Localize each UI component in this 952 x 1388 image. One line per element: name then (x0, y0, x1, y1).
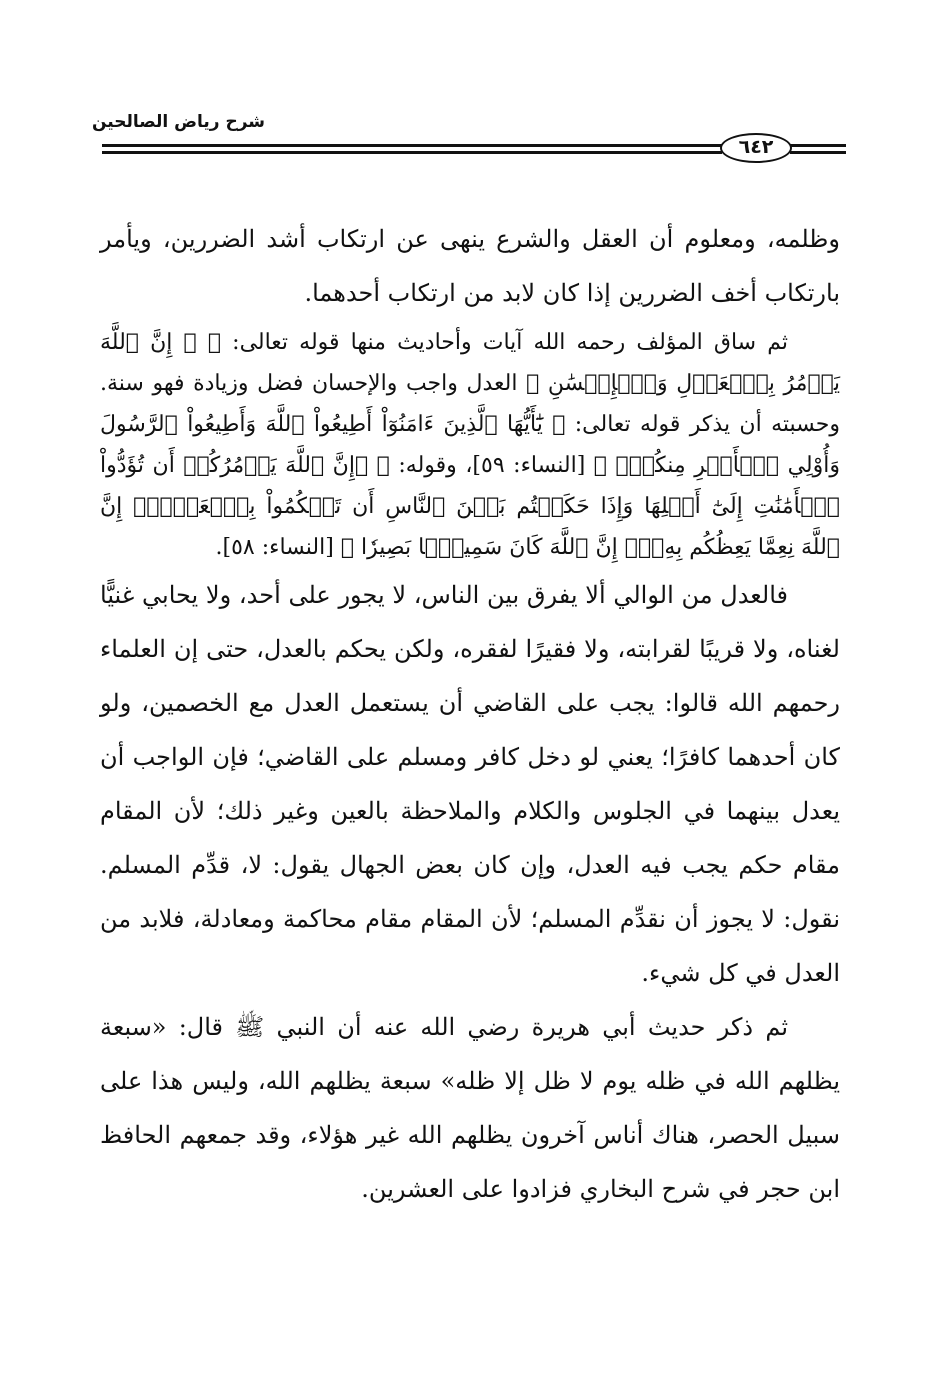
paragraph-3: فالعدل من الوالي ألا يفرق بين الناس، لا يجور على أحد، ولا يحابي غنيًّا لغناه، ولا قريبًا لقرابته، ولا فقيرًا لفقره، ولكن يحكم بالعدل، حتى إن العلماء رحمهم الله قالوا: يجب على القاضي أن يستعمل العدل مع الخصمين، ولو كان أحدهما كافرًا؛ يعني لو دخل كافر ومسلم على القاضي؛ فإن الواجب أن يعدل بينهما في الجلوس والكلام والملاحظة بالعين وغير ذلك؛ لأن المقام مقام حكم يجب فيه العدل، وإن كان بعض الجهال يقول: لا، قدِّم المسلم. نقول: لا يجوز أن نقدِّم المسلم؛ لأن المقام مقام محاكمة ومعادلة، فلابد من العدل في كل شيء. (100, 581, 840, 987)
header-rule-top (102, 144, 722, 147)
paragraph-1: وظلمه، ومعلوم أن العقل والشرع ينهى عن ارتكاب أشد الضررين، ويأمر بارتكاب أخف الضررين إذا كان لابد من ارتكاب أحدهما. (100, 225, 840, 307)
header-rule-bottom (102, 151, 722, 154)
page-number: ٦٤٢ (720, 133, 792, 163)
body-text (100, 212, 840, 1220)
header-rule-right-bottom (790, 151, 846, 154)
header-rule-right-top (790, 144, 846, 147)
paragraph-2: ثم ساق المؤلف رحمه الله آيات وأحاديث منها قوله تعالى: ﴿ ۞ إِنَّ ٱللَّهَ يَأۡمُرُ بِٱلۡعَدۡلِ وَٱلۡإِحۡسَٰنِ ﴾ العدل واجب والإحسان فضل وزيادة فهو سنة. وحسبته أن يذكر قوله تعالى: ﴿ يَٰٓأَيُّهَا ٱلَّذِينَ ءَامَنُوٓاْ أَطِيعُواْ ٱللَّهَ وَأَطِيعُواْ ٱلرَّسُولَ وَأُوْلِي ٱلۡأَمۡرِ مِنكُمۡۖ ﴾ [النساء: ٥٩]، وقوله: ﴿ ۞إِنَّ ٱللَّهَ يَأۡمُرُكُمۡ أَن تُؤَدُّواْ ٱلۡأَمَٰنَٰتِ إِلَىٰٓ أَهۡلِهَا وَإِذَا حَكَمۡتُم بَيۡنَ ٱلنَّاسِ أَن تَحۡكُمُواْ بِٱلۡعَدۡلِۚ إِنَّ ٱللَّهَ نِعِمَّا يَعِظُكُم بِهِۦٓۗ إِنَّ ٱللَّهَ كَانَ سَمِيعَۢا بَصِيرٗا ﴾ [النساء: ٥٨]. (100, 330, 840, 560)
paragraph-4: ثم ذكر حديث أبي هريرة رضي الله عنه أن النبي ﷺ قال: «سبعة يظلهم الله في ظله يوم لا ظل إلا ظله» سبعة يظلهم الله، وليس هذا على سبيل الحصر، هناك أناس آخرون يظلهم الله غير هؤلاء، وقد جمعهم الحافظ ابن حجر في شرح البخاري فزادوا على العشرين. (100, 1013, 840, 1203)
running-title: شرح رياض الصالحين (92, 112, 266, 132)
